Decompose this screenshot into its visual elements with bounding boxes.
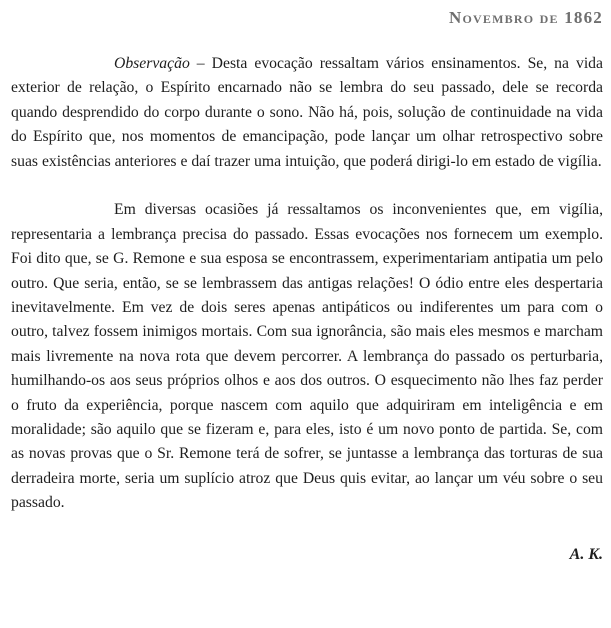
running-header: Novembro de 1862	[449, 8, 603, 27]
observation-label: Observação	[114, 55, 190, 72]
observation-paragraph	[11, 52, 603, 174]
author-signature: A. K.	[569, 545, 603, 563]
observation-text: – Desta evocação ressaltam vários ensinamentos. Se, na vida exterior de relação, o Espírito encarnado não se lembra do seu passado, dele se recorda quando desprendido do corpo durante o sono. Não há, pois, solução de continuidade na vida do Espírito que, nos momentos de emancipação, pode lançar um olhar retrospectivo sobre suas existências anteriores e daí trazer uma intuição, que poderá dirigi-lo em estado de vigília.	[11, 55, 603, 170]
document-page	[11, 0, 603, 564]
commentary-paragraph: Em diversas ocasiões já ressaltamos os inconvenientes que, em vigília, representaria a lembrança precisa do passado. Essas evocações nos fornecem um exemplo. Foi dito que, se G. Remone e sua esposa se encontrassem, experimentariam antipatia um pelo outro. Que seria, então, se se lembrassem das antigas relações! O ódio entre eles despertaria inevitavelmente. Em vez de dois seres apenas antipáticos ou indiferentes um para com o outro, talvez fossem inimigos mortais. Com sua ignorância, são mais eles mesmos e marcham mais livremente na nova rota que devem percorrer. A lembrança do passado os perturbaria, humilhando-os aos seus próprios olhos e aos dos outros. O esquecimento não lhes faz perder o fruto da experiência, porque nascem com aquilo que adquiriram em inteligência e em moralidade; são aquilo que se fizeram e, para eles, isto é um novo ponto de partida. Se, com as novas provas que o Sr. Remone terá de sofrer, se juntasse a lembrança das torturas de sua derradeira morte, seria um suplício atroz que Deus quis evitar, ao lançar um véu sobre o seu passado.	[11, 201, 603, 512]
